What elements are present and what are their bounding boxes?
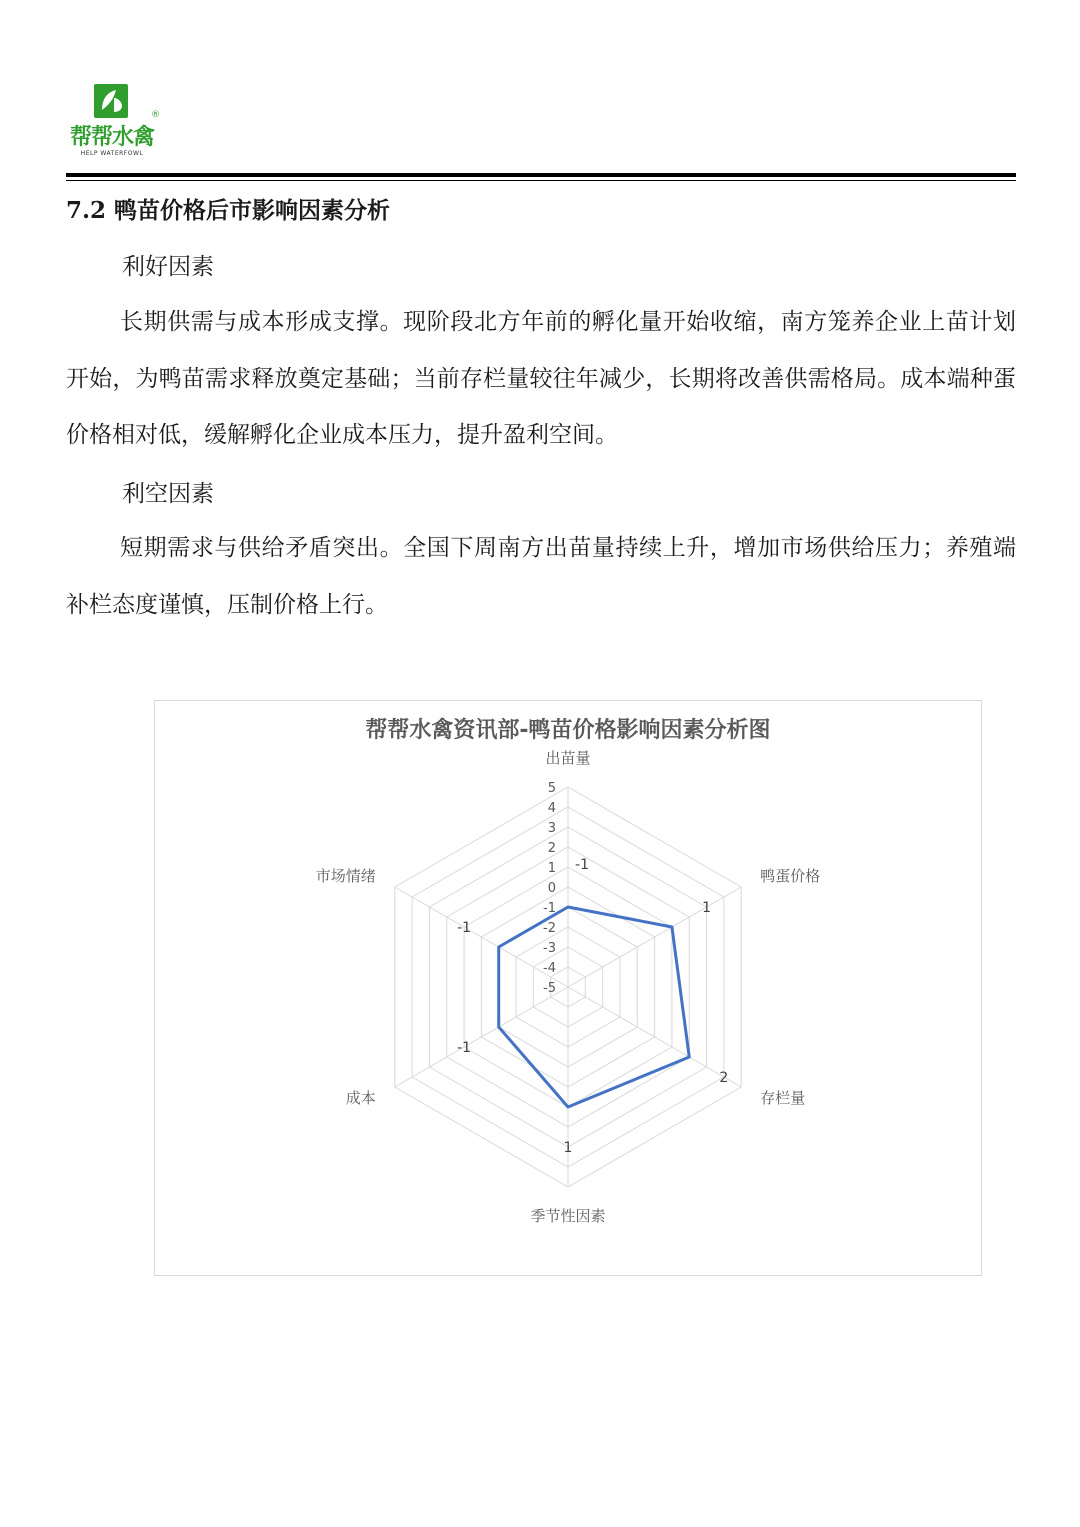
data-label: 1 bbox=[563, 1140, 573, 1156]
registered-mark: ® bbox=[151, 110, 160, 120]
header-rule-thin bbox=[66, 180, 1016, 181]
category-label: 成本 bbox=[345, 1089, 376, 1107]
tick-label: 4 bbox=[547, 801, 556, 816]
series-line bbox=[499, 907, 690, 1107]
tick-label: 0 bbox=[547, 881, 556, 896]
category-label: 存栏量 bbox=[760, 1089, 806, 1107]
data-label: -1 bbox=[457, 920, 472, 936]
chart-title: 帮帮水禽资讯部-鸭苗价格影响因素分析图 bbox=[365, 718, 771, 743]
data-label: -1 bbox=[575, 857, 589, 873]
brand-name: 帮帮水禽 bbox=[69, 125, 154, 150]
leaf-logo-icon bbox=[94, 84, 128, 118]
radar-chart-frame bbox=[154, 700, 982, 1276]
tick-label: 3 bbox=[547, 821, 556, 836]
tick-label: -5 bbox=[543, 981, 556, 996]
tick-label: 5 bbox=[547, 781, 556, 796]
data-label: 1 bbox=[702, 900, 712, 916]
category-label: 出苗量 bbox=[545, 749, 591, 767]
data-label: -1 bbox=[457, 1040, 472, 1056]
radar-grid bbox=[395, 787, 741, 1187]
data-label: 2 bbox=[719, 1070, 729, 1086]
category-label: 鸭蛋价格 bbox=[760, 867, 821, 885]
radar-series bbox=[499, 907, 690, 1107]
category-label: 季节性因素 bbox=[530, 1207, 606, 1225]
brand-tagline: HELP WATERFOWL bbox=[80, 150, 144, 157]
header-rule bbox=[66, 173, 1016, 177]
section-heading: 7.2 鸭苗价格后市影响因素分析 bbox=[66, 197, 391, 224]
tick-label: -4 bbox=[543, 961, 556, 976]
bearish-paragraph: 短期需求与供给矛盾突出。全国下周南方出苗量持续上升，增加市场供给压力；养殖端补栏态度谨慎，压制价格上行。 bbox=[66, 535, 1016, 618]
tick-label: -3 bbox=[543, 941, 556, 956]
tick-label: -1 bbox=[543, 901, 556, 916]
brand-logo bbox=[62, 80, 162, 160]
bullish-title: 利好因素 bbox=[122, 254, 214, 280]
bearish-title: 利空因素 bbox=[122, 481, 214, 507]
category-label: 市场情绪 bbox=[315, 867, 376, 885]
bullish-paragraph: 长期供需与成本形成支撑。现阶段北方年前的孵化量开始收缩，南方笼养企业上苗计划开始，为鸭苗需求释放奠定基础；当前存栏量较往年减少，长期将改善供需格局。成本端种蛋价格相对低，缓解孵化企业成本压力，提升盈利空间。 bbox=[66, 309, 1016, 448]
radial-tick-labels bbox=[543, 781, 556, 996]
tick-label: 2 bbox=[547, 841, 556, 856]
tick-label: 1 bbox=[547, 861, 556, 876]
tick-label: -2 bbox=[543, 921, 556, 936]
radar-chart bbox=[155, 701, 981, 1275]
